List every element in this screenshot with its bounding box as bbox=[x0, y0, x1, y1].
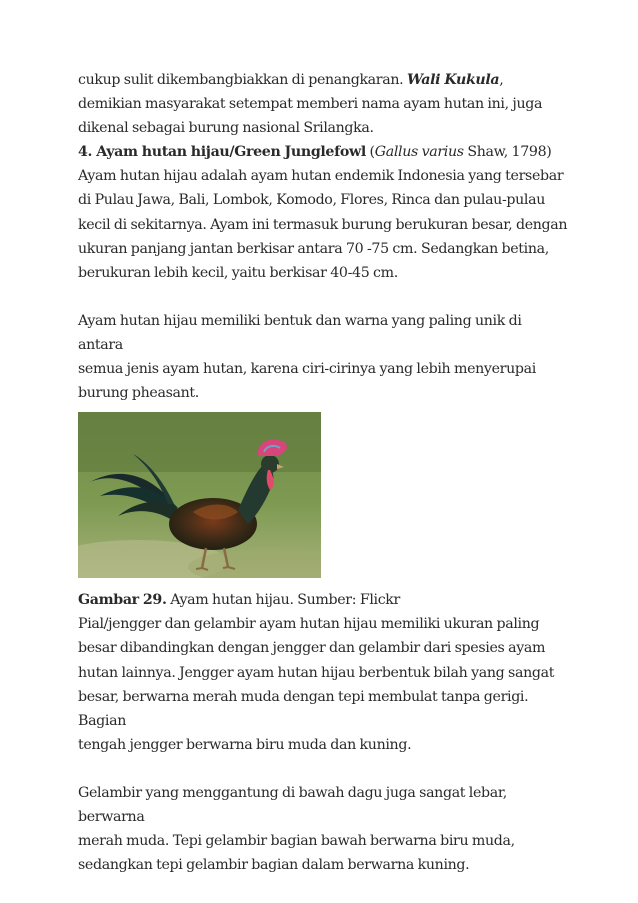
para1-line-4: ukuran panjang jantan berkisar antara 70 -75 cm. Sedangkan betina, bbox=[78, 240, 549, 257]
paragraph-gap bbox=[78, 285, 568, 309]
caption-label: Gambar 29. bbox=[78, 592, 167, 609]
intro-punct: , bbox=[499, 72, 504, 88]
para2-line-1: Ayam hutan hijau memiliki bentuk dan warna yang paling unik di antara bbox=[78, 312, 522, 353]
para3-line-5: tengah jengger berwarna biru muda dan kuning. bbox=[78, 736, 412, 753]
paragraph-gap bbox=[78, 757, 568, 781]
document-page bbox=[78, 68, 568, 877]
para4-line-2: merah muda. Tepi gelambir bagian bawah berwarna biru muda, bbox=[78, 833, 515, 850]
intro-line-2: demikian masyarakat setempat memberi nama ayam hutan ini, juga bbox=[78, 96, 543, 113]
para2-line-2: semua jenis ayam hutan, karena ciri-cirinya yang lebih menyerupai bbox=[78, 361, 536, 378]
para4-line-1: Gelambir yang menggantung di bawah dagu juga sangat lebar, berwarna bbox=[78, 784, 507, 825]
para4-line-3: sedangkan tepi gelambir bagian dalam berwarna kuning. bbox=[78, 857, 470, 874]
intro-line-1 bbox=[78, 68, 568, 92]
caption-text: Ayam hutan hijau. Sumber: Flickr bbox=[166, 592, 400, 609]
para1-line-5: berukuran lebih kecil, yaitu berkisar 40-45 cm. bbox=[78, 264, 398, 281]
para1-line-3: kecil di sekitarnya. Ayam ini termasuk burung berukuran besar, dengan bbox=[78, 216, 568, 233]
para1-line-2: di Pulau Jawa, Bali, Lombok, Komodo, Flores, Rinca dan pulau-pulau bbox=[78, 192, 546, 209]
para1-line-1: Ayam hutan hijau adalah ayam hutan endemik Indonesia yang tersebar bbox=[78, 168, 564, 185]
para3-line-4: besar, berwarna merah muda dengan tepi membulat tanpa gerigi. Bagian bbox=[78, 688, 529, 729]
para3-line-3: hutan lainnya. Jengger ayam hutan hijau berbentuk bilah yang sangat bbox=[78, 664, 555, 681]
para2-line-3: burung pheasant. bbox=[78, 385, 199, 402]
scientific-author: Shaw, 1798) bbox=[463, 144, 552, 161]
junglefowl-photo bbox=[78, 412, 321, 578]
para3-line-1: Pial/jengger dan gelambir ayam hutan hijau memiliki ukuran paling bbox=[78, 616, 540, 633]
intro-line-3: dikenal sebagai burung nasional Srilangka. bbox=[78, 120, 374, 137]
scientific-name: Gallus varius bbox=[374, 144, 464, 161]
figure-caption bbox=[78, 588, 568, 612]
sci-open: ( bbox=[365, 144, 375, 161]
section-heading bbox=[78, 140, 568, 164]
section-title: 4. Ayam hutan hijau/Green Junglefowl bbox=[78, 144, 366, 161]
intro-text: cukup sulit dikembangbiakkan di penangkaran. bbox=[78, 72, 407, 88]
para3-line-2: besar dibandingkan dengan jengger dan gelambir dari spesies ayam bbox=[78, 640, 546, 657]
local-name: Wali Kukula bbox=[406, 72, 500, 88]
